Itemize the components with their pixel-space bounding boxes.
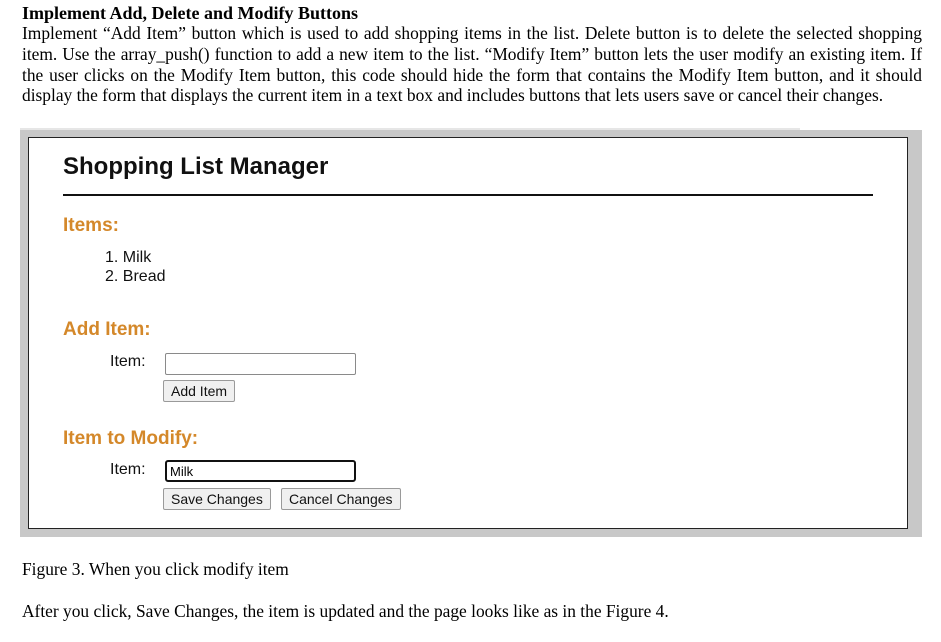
figure-caption: Figure 3. When you click modify item bbox=[22, 559, 289, 579]
list-item: 2. Bread bbox=[105, 268, 166, 285]
add-item-heading: Add Item: bbox=[63, 319, 151, 340]
title-divider bbox=[63, 194, 873, 196]
app-title: Shopping List Manager bbox=[63, 153, 329, 180]
add-item-label: Item: bbox=[110, 353, 146, 370]
add-item-input[interactable] bbox=[165, 353, 356, 375]
items-heading: Items: bbox=[63, 215, 119, 236]
list-item: 1. Milk bbox=[105, 249, 152, 266]
modify-item-label: Item: bbox=[110, 461, 146, 478]
save-changes-button[interactable]: Save Changes bbox=[163, 488, 271, 510]
document-paragraph: Implement “Add Item” button which is used to add shopping items in the list. Delete button is to delete the selected shopping item. Use the array_push() function to add a new item to the list. “Modify Item” button lets the user modify an existing item. If the user clicks on the Modify Item button, this code should hide the form that contains the Modify Item button, and it should display the form that displays the current item in a text box and includes buttons that lets users save or cancel their changes. bbox=[22, 23, 922, 106]
modify-item-input[interactable] bbox=[165, 460, 356, 482]
shopping-list-app bbox=[28, 137, 908, 529]
cancel-changes-button[interactable]: Cancel Changes bbox=[281, 488, 401, 510]
add-item-button[interactable]: Add Item bbox=[163, 380, 235, 402]
items-list bbox=[105, 248, 165, 286]
followup-paragraph: After you click, Save Changes, the item is updated and the page looks like as in the Figure 4. bbox=[22, 601, 669, 621]
modify-item-heading: Item to Modify: bbox=[63, 428, 199, 449]
document-heading: Implement Add, Delete and Modify Buttons bbox=[22, 3, 359, 23]
